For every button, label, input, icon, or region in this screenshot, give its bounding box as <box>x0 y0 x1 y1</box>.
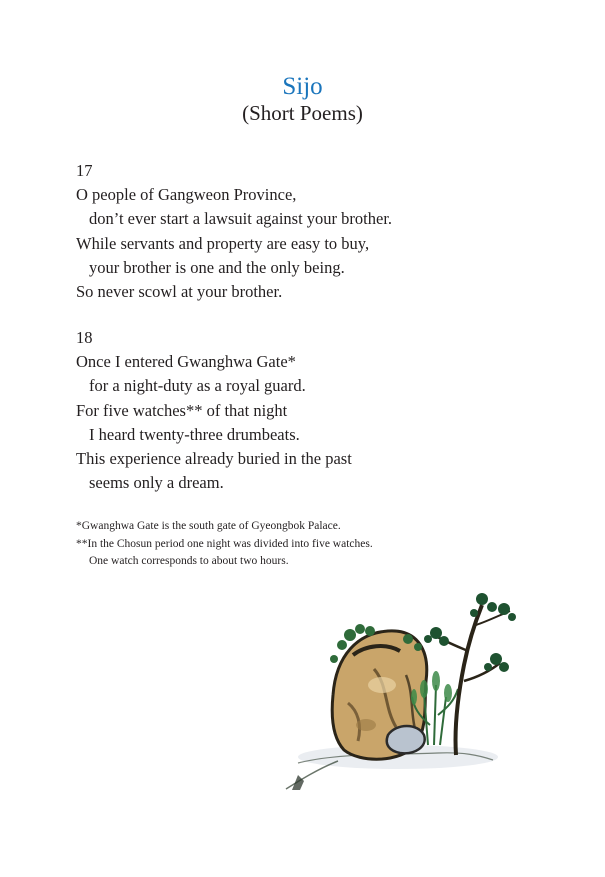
ink-painting-rock-pine-illustration <box>278 585 518 795</box>
footnotes <box>76 518 556 571</box>
poem-line: So never scowl at your brother. <box>76 282 283 302</box>
poem-line: This experience already buried in the past <box>76 449 352 469</box>
poem-line: While servants and property are easy to buy, <box>76 233 370 253</box>
footnote: One watch corresponds to about two hours. <box>89 555 289 567</box>
page-title: Sijo <box>282 73 323 100</box>
poem-18 <box>76 326 556 495</box>
page-subtitle: (Short Poems) <box>242 101 363 125</box>
poem-line: for a night-duty as a royal guard. <box>89 376 306 396</box>
poem-line: O people of Gangweon Province, <box>76 185 297 205</box>
poem-line: your brother is one and the only being. <box>89 257 345 277</box>
poem-number: 18 <box>76 328 93 347</box>
footnote: **In the Chosun period one night was divided into five watches. <box>76 537 373 550</box>
poem-line: I heard twenty-three drumbeats. <box>89 424 300 444</box>
poem-line: Once I entered Gwanghwa Gate* <box>76 352 296 372</box>
poem-line: don’t ever start a lawsuit against your brother. <box>89 209 393 229</box>
poem-number: 17 <box>76 161 93 180</box>
poem-17 <box>76 159 556 304</box>
poem-line: seems only a dream. <box>89 473 224 493</box>
footnote: *Gwanghwa Gate is the south gate of Gyeongbok Palace. <box>76 520 341 532</box>
poem-line: For five watches** of that night <box>76 400 288 420</box>
